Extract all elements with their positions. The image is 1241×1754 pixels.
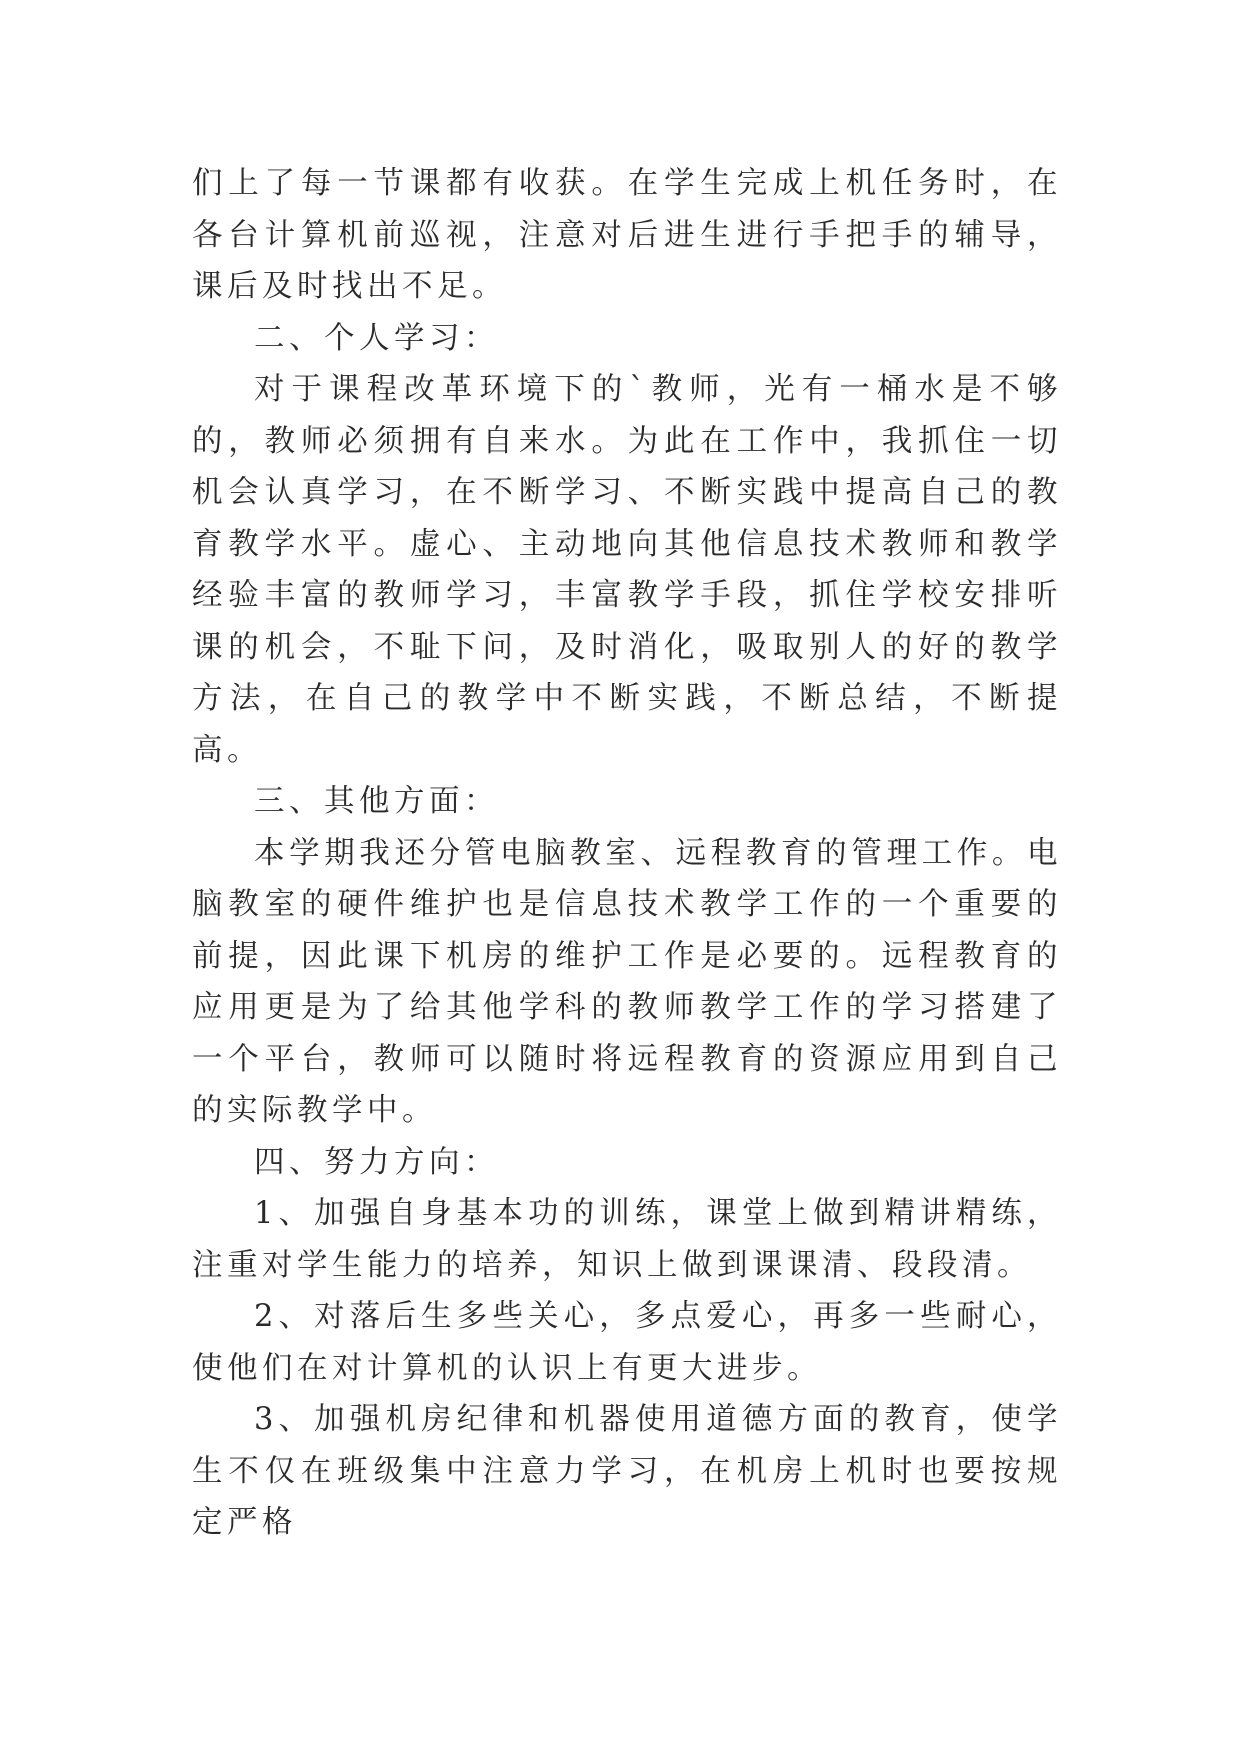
- list-item-3: 3、加强机房纪律和机器使用道德方面的教育，使学生不仅在班级集中注意力学习，在机房上机时也要按规定严格: [192, 1402, 1062, 1540]
- section-heading-effort-direction: 四、努力方向：: [254, 1144, 499, 1180]
- list-item-2: 2、对落后生多些关心，多点爱心，再多一些耐心，使他们在对计算机的认识上有更大进步。: [192, 1299, 1062, 1386]
- paragraph-other-aspects: 本学期我还分管电脑教室、远程教育的管理工作。电脑教室的硬件维护也是信息技术教学工作的一个重要的前提，因此课下机房的维护工作是必要的。远程教育的应用更是为了给其他学科的教师教学工作的学习搭建了一个平台，教师可以随时将远程教育的资源应用到自己的实际教学中。: [192, 835, 1062, 1128]
- section-heading-other-aspects: 三、其他方面：: [254, 784, 499, 819]
- list-item-1: 1、加强自身基本功的训练，课堂上做到精讲精练，注重对学生能力的培养，知识上做到课课清、段段清。: [192, 1196, 1062, 1283]
- section-heading-personal-study: 二、个人学习：: [254, 320, 499, 356]
- document-body: [192, 158, 1062, 1549]
- paragraph-personal-study: 对于课程改革环境下的`教师，光有一桶水是不够的，教师必须拥有自来水。为此在工作中，我抓住一切机会认真学习，在不断学习、不断实践中提高自己的教育教学水平。虚心、主动地向其他信息技术教师和教学经验丰富的教师学习，丰富教学手段，抓住学校安排听课的机会，不耻下问，及时消化，吸取别人的好的教学方法，在自己的教学中不断实践，不断总结，不断提高。: [192, 372, 1062, 768]
- paragraph-continuation: 们上了每一节课都有收获。在学生完成上机任务时，在各台计算机前巡视，注意对后进生进行手把手的辅导，课后及时找出不足。: [192, 166, 1062, 304]
